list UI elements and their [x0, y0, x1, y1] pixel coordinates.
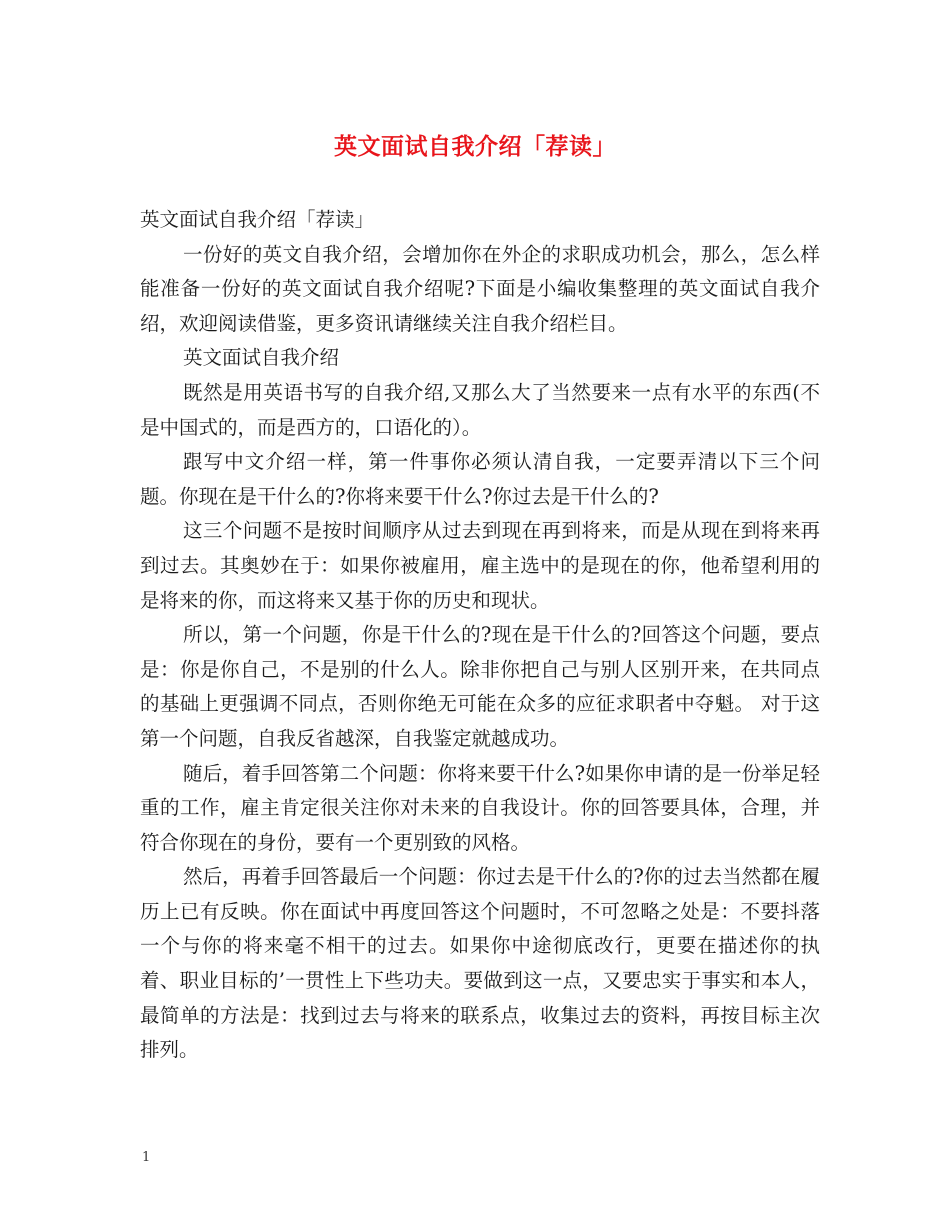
paragraph: 这三个问题不是按时间顺序从过去到现在再到将来，而是从现在到将来再到过去。其奥妙在于：如果你被雇用，雇主选中的是现在的你，他希望利用的是将来的你，而这将来又基于你的历史和现状。 [140, 519, 820, 612]
paragraph: 然后，再着手回答最后一个问题：你过去是干什么的?你的过去当然都在履历上已有反映。你在面试中再度回答这个问题时，不可忽略之处是：不要抖落一个与你的将来毫不相干的过去。如果你中途彻底改行，更要在描述你的执着、职业目标的’一贯性上下些功夫。要做到这一点，又要忠实于事实和本人，最简单的方法是：找到过去与将来的联系点，收集过去的资料，再按目标主次排列。 [140, 865, 820, 1062]
paragraph: 既然是用英语书写的自我介绍,又那么大了当然要来一点有水平的东西(不是中国式的，而是西方的，口语化的）。 [140, 380, 820, 439]
paragraph: 所以，第一个问题，你是干什么的?现在是干什么的?回答这个问题，要点是：你是你自己，不是别的什么人。除非你把自己与别人区别开来，在共同点的基础上更强调不同点，否则你绝无可能在众多的应征求职者中夺魁。 对于这第一个问题，自我反省越深，自我鉴定就越成功。 [140, 623, 820, 750]
page-number: 1 [142, 1150, 151, 1165]
paragraph: 一份好的英文自我介绍，会增加你在外企的求职成功机会，那么，怎么样能准备一份好的英文面试自我介绍呢?下面是小编收集整理的英文面试自我介绍，欢迎阅读借鉴，更多资讯请继续关注自我介绍栏目。 [140, 242, 820, 335]
paragraph-heading: 英文面试自我介绍「荐读」 [140, 208, 375, 231]
document-body [140, 203, 820, 1068]
paragraph-subheading: 英文面试自我介绍 [183, 346, 340, 370]
document-title: 英文面试自我介绍「荐读」 [334, 133, 616, 160]
paragraph: 随后，着手回答第二个问题：你将来要干什么?如果你申请的是一份举足轻重的工作，雇主肯定很关注你对未来的自我设计。你的回答要具体，合理，并符合你现在的身份，要有一个更别致的风格。 [140, 761, 820, 854]
paragraph: 跟写中文介绍一样，第一件事你必须认清自我，一定要弄清以下三个问题。你现在是干什么的?你将来要干什么?你过去是干什么的? [140, 450, 820, 508]
